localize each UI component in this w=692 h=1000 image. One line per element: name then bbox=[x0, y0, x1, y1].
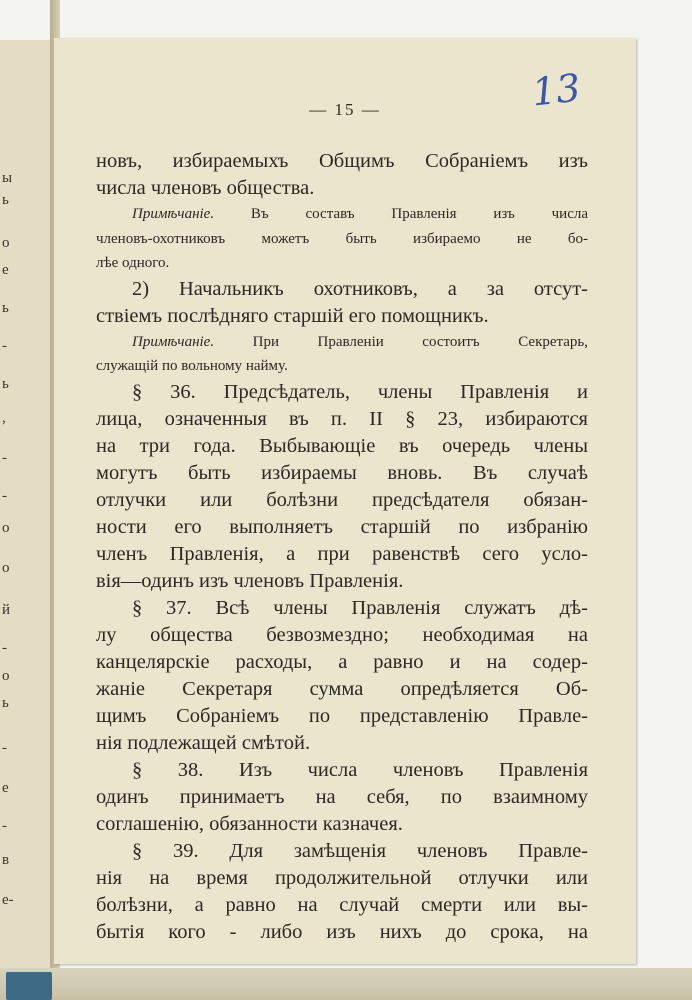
left-page-fragment: - bbox=[2, 818, 7, 834]
text-line: соглашенію, обязанности казначея. bbox=[96, 812, 403, 835]
note-label: Примѣчаніе. bbox=[132, 206, 215, 222]
text-line: жаніе Секретаря сумма опредѣляется Об- bbox=[96, 677, 588, 700]
text-line: лица, означенныя въ п. II § 23, избираются bbox=[96, 407, 588, 430]
left-page-fragment: ь bbox=[2, 376, 9, 392]
left-page-fragment: в bbox=[2, 852, 10, 868]
note-line bbox=[96, 330, 588, 355]
left-page-fragment: ь bbox=[2, 695, 9, 711]
text-line: ствіемъ послѣдняго старшій его помощникъ. bbox=[96, 304, 489, 327]
left-page-fragment: , bbox=[2, 410, 6, 426]
left-page-fragment: о bbox=[2, 520, 10, 536]
left-page-fragment: е bbox=[2, 262, 9, 278]
note-line bbox=[96, 202, 588, 227]
text-line: щимъ Собраніемъ по представленію Правле- bbox=[96, 704, 588, 727]
left-page-fragment: - bbox=[2, 450, 7, 466]
left-page-fragment: ь bbox=[2, 300, 9, 316]
text-line: § 36. Предсѣдатель, члены Правленія и bbox=[132, 380, 588, 403]
text-line: отлучки или болѣзни предсѣдателя обязан- bbox=[96, 488, 588, 511]
page-number: — 15 — bbox=[309, 100, 381, 119]
left-page-text-fragments bbox=[0, 40, 50, 970]
left-page-fragment: ы bbox=[2, 170, 13, 186]
left-page-fragment: ь bbox=[2, 192, 9, 208]
text-line: канцелярскіе расходы, а равно и на содер- bbox=[96, 650, 588, 673]
note-line: служащій по вольному найму. bbox=[96, 358, 288, 374]
blue-cover-corner bbox=[6, 972, 52, 1000]
page-bottom-edge bbox=[0, 968, 692, 1000]
note-label: Примѣчаніе. bbox=[132, 333, 215, 350]
text-line: членъ Правленія, а при равенствѣ сего усло- bbox=[96, 542, 588, 565]
left-page-fragment: о bbox=[2, 560, 10, 576]
left-page-edge bbox=[0, 40, 51, 970]
text-line: на три года. Выбывающіе въ очередь члены bbox=[96, 434, 588, 457]
left-page-fragment: о bbox=[2, 235, 10, 251]
text-line: § 39. Для замѣщенія членовъ Правле- bbox=[132, 839, 588, 862]
text-line: ности его выполняетъ старшій по избранію bbox=[96, 515, 588, 538]
note-text: Въ составъ Правленія изъ числа bbox=[214, 206, 588, 222]
text-line: новъ, избираемыхъ Общимъ Собраніемъ изъ bbox=[96, 150, 588, 172]
handwritten-folio-number: 13 bbox=[529, 65, 583, 115]
left-page-fragment: е- bbox=[2, 892, 14, 908]
left-page-fragment: - bbox=[2, 488, 7, 504]
note-line: лѣе одного. bbox=[96, 255, 170, 271]
text-line: нія подлежащей смѣтой. bbox=[96, 731, 311, 754]
text-line: числа членовъ общества. bbox=[96, 177, 315, 199]
left-page-fragment: е bbox=[2, 780, 9, 796]
left-page-fragment: - bbox=[2, 740, 7, 756]
text-line: бытія кого - либо изъ нихъ до срока, на bbox=[96, 920, 588, 943]
page-text-block bbox=[96, 148, 588, 946]
text-line: § 37. Всѣ члены Правленія служатъ дѣ- bbox=[132, 596, 588, 619]
text-line: нія на время продолжительной отлучки или bbox=[96, 866, 588, 889]
left-page-fragment: - bbox=[2, 338, 7, 354]
note-text: При Правленіи состоитъ Секретарь, bbox=[214, 333, 588, 350]
text-line: лу общества безвозмездно; необходимая на bbox=[96, 623, 588, 646]
left-page-fragment: - bbox=[2, 640, 7, 656]
note-line: членовъ-охотниковъ можетъ быть избираемо не бо- bbox=[96, 230, 588, 247]
book-page bbox=[54, 38, 636, 964]
text-line: одинъ принимаетъ на себя, по взаимному bbox=[96, 785, 588, 808]
text-line: могутъ быть избираемы вновь. Въ случаѣ bbox=[96, 461, 588, 484]
text-line: § 38. Изъ числа членовъ Правленія bbox=[132, 758, 588, 781]
text-line: болѣзни, а равно на случай смерти или вы- bbox=[96, 893, 588, 916]
text-line: 2) Начальникъ охотниковъ, а за отсут- bbox=[132, 277, 588, 300]
left-page-fragment: о bbox=[2, 668, 10, 684]
left-page-fragment: й bbox=[2, 602, 11, 618]
text-line: вія—одинъ изъ членовъ Правленія. bbox=[96, 569, 404, 592]
